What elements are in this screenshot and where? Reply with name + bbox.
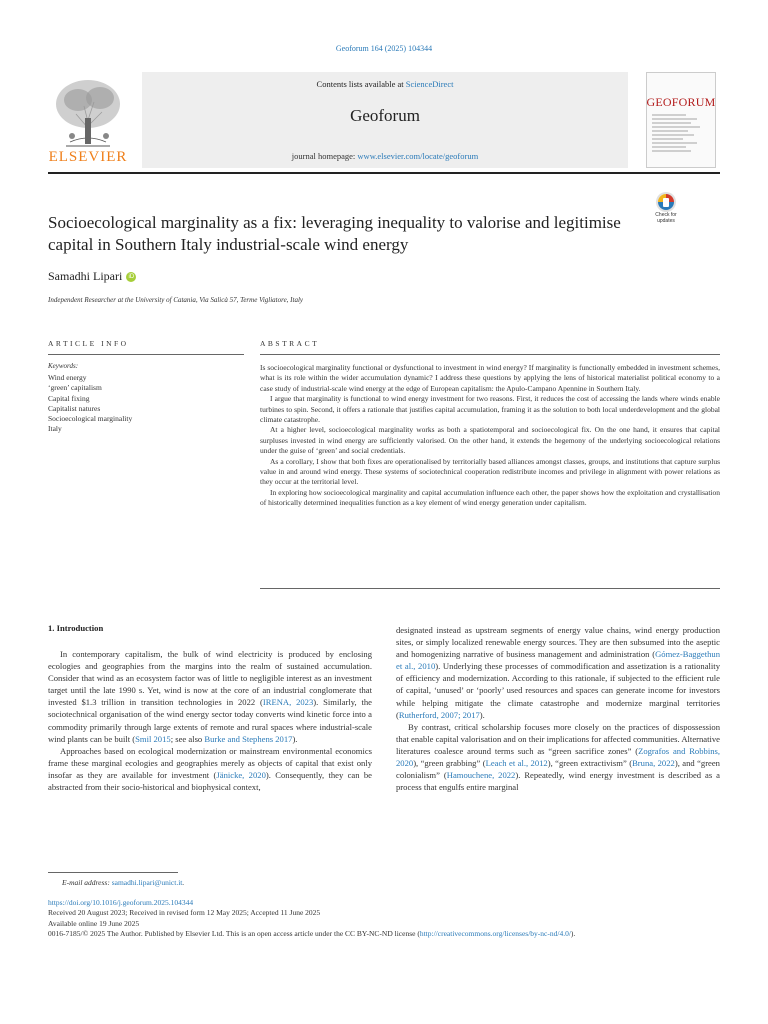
citation-link[interactable]: Zografos and Robbins, 2020 bbox=[396, 745, 720, 769]
intro-paragraph-2 bbox=[48, 745, 372, 793]
journal-name: Geoforum bbox=[350, 106, 420, 125]
text-span: designated instead as upstream segments of energy value chains, wind energy production sites, or simply localized renewable energy sources. They are then subsumed into the aseptic and homogenizing narrative of business management and administration ( bbox=[396, 625, 720, 660]
citation-link[interactable]: Leach et al., 2012 bbox=[485, 758, 548, 769]
abstract-paragraph: At a higher level, socioecological marginality works as both a spatiotemporal and socioecological fix. On the one hand, it ensures that capital surpluses invested in wind energy are sufficiently valorised. On the other hand, it extends the hegemony of the underlying socioecological relations under the guise of ‘green’ and social credentials. bbox=[260, 425, 720, 456]
doi-link[interactable]: https://doi.org/10.1016/j.geoforum.2025.104344 bbox=[48, 898, 194, 907]
text-span: ). Repeatedly, wind energy investment is described as a process that engulfs entire marginal bbox=[396, 770, 720, 793]
keyword-item: Wind energy bbox=[48, 373, 87, 382]
text-span: ; see also bbox=[170, 733, 205, 744]
keywords-label: Keywords: bbox=[48, 362, 79, 370]
abstract-paragraph: Is socioecological marginality functional or dysfunctional to investment in wind energy? If marginality is functionally embedded in investment schemes, what is its role within the wider accumulation dynamic? I address these questions by applying the lens of historical materialist political economy to a case study of industrial-scale wind energy at the edge of European capitalism: the Apulo-Campano Apennine in Southern Italy. bbox=[260, 363, 720, 393]
author-line bbox=[48, 269, 136, 284]
text-span: Approaches based on ecological modernization or mainstream environmental economics frame these marginal ecologies and geographies merely as objects of capital that exist only insofar as they are available for investment ( bbox=[48, 745, 372, 780]
abstract-paragraph: As a corollary, I show that both fixes are operationalised by territorially based alliances amongst classes, groups, and institutions that capture surplus value in and around wind energy. These systems of sociotechnical cooperation redistribute incomes and privilege in alignment with power relations as they occur at the territorial level. bbox=[260, 456, 720, 487]
cover-text-lines bbox=[652, 112, 708, 154]
orcid-icon[interactable]: iD bbox=[126, 272, 136, 282]
abstract-bottom-rule bbox=[260, 588, 720, 589]
homepage-prefix: journal homepage: bbox=[291, 151, 358, 161]
text-span: ), and “green colonialism” ( bbox=[396, 758, 720, 781]
article-title: Socioecological marginality as a fix: leveraging inequality to valorise and legitimise capital in Southern Italy industrial-scale wind energy bbox=[48, 213, 621, 254]
text-span: 0016-7185/© 2025 The Author. Published by Elsevier Ltd. This is an open access article under the CC BY-NC-ND license ( bbox=[48, 929, 420, 939]
check-line2: updates bbox=[657, 218, 675, 224]
journal-reference[interactable]: Geoforum 164 (2025) 104344 bbox=[335, 44, 433, 53]
cover-title: GEOFORUM bbox=[646, 95, 716, 109]
citation-link[interactable]: Jänicke, 2020 bbox=[216, 769, 266, 780]
text-span: By contrast, critical scholarship focuses more closely on the practices of dispossession that enable capital valorisation and on their implications for affected communities. Alternative literatures coalesce around terms such as “green sacrifice zones” ( bbox=[396, 721, 720, 756]
abstract-paragraph: In exploring how socioecological marginality and capital accumulation influence each other, the paper shows how the exploitation and crystallisation of historically determined inequalities function as a key element of wind energy generation under capitalism. bbox=[260, 487, 720, 508]
text-span: ). bbox=[292, 733, 298, 744]
keyword-item: Italy bbox=[48, 424, 62, 434]
citation-link[interactable]: Smil 2015 bbox=[135, 733, 171, 744]
section-heading-introduction: 1. Introduction bbox=[48, 623, 104, 633]
abstract-body bbox=[260, 363, 720, 509]
homepage-link[interactable]: www.elsevier.com/locate/geoforum bbox=[357, 151, 479, 161]
text-span: ). bbox=[479, 709, 485, 720]
abstract-label: ABSTRACT bbox=[260, 339, 320, 348]
abstract-paragraph: I argue that marginality is functional to wind energy investment for two reasons. First, it reduces the cost of accessing the lands where winds enable turbines to spin. Second, it offers a rationale that justifies capital accumulation, framing it as the solution to both local underdevelopment and the global climate catastrophe. bbox=[260, 394, 720, 425]
text-span: In contemporary capitalism, the bulk of wind electricity is produced by enclosing ecologies and geographies from the margins into the realm of sustained accumulation. Consider that wind as an ecosystem factor was of little to negligible interest as an investment target until the late 1990 s. Yet, wind is now at the core of an industrial conglomerate that invested $1.3 trillion in transition technologies in 2022 ( bbox=[48, 649, 372, 708]
sciencedirect-link[interactable]: ScienceDirect bbox=[405, 79, 454, 89]
keyword-item: Capital fixing bbox=[48, 393, 90, 403]
email-link[interactable]: samadhi.lipari@unict.it bbox=[111, 878, 183, 887]
received-dates: Received 20 August 2023; Received in revised form 12 May 2025; Accepted 11 June 2025 bbox=[48, 908, 321, 918]
citation-link[interactable]: Gómez-Baggethun et al., 2010 bbox=[396, 649, 720, 672]
journal-homepage-line bbox=[142, 151, 628, 161]
text-span: ). bbox=[570, 929, 576, 939]
text-span: ), “green grabbing” ( bbox=[413, 758, 486, 769]
footer-info bbox=[48, 898, 720, 940]
footnote-rule bbox=[48, 872, 178, 873]
keywords-list bbox=[48, 373, 132, 435]
license-statement bbox=[48, 929, 720, 939]
contents-prefix: Contents lists available at bbox=[316, 79, 406, 89]
article-info-label: ARTICLE INFO bbox=[48, 339, 129, 348]
keyword-item: Socioecological marginality bbox=[48, 414, 133, 424]
intro-paragraph-4 bbox=[396, 721, 720, 794]
available-online: Available online 19 June 2025 bbox=[48, 918, 140, 928]
license-link[interactable]: http://creativecommons.org/licenses/by-nc-nd/4.0/ bbox=[419, 929, 571, 939]
email-footnote bbox=[62, 878, 720, 888]
keyword-item: ‘green’ capitalism bbox=[48, 383, 102, 393]
email-label: E-mail address: bbox=[62, 878, 112, 887]
text-span: ). Similarly, the sociotechnical organisation of the wind energy sector today converts wind kinetic force into a commodity primarily through large extents of remote and rural spaces where industrial-scale wind plants can be built ( bbox=[48, 697, 372, 744]
left-column-text bbox=[48, 648, 372, 793]
keyword-item: Capitalist natures bbox=[48, 403, 101, 413]
abstract-rule bbox=[260, 354, 720, 355]
citation-link[interactable]: Hamouchene, 2022 bbox=[446, 770, 516, 781]
citation-link[interactable]: Bruna, 2022 bbox=[632, 758, 675, 769]
intro-paragraph-3 bbox=[396, 624, 720, 721]
author-affiliation: Independent Researcher at the University of Catania, Via Salicà 57, Terme Vigliatore, Italy bbox=[48, 296, 303, 304]
header-rule bbox=[48, 172, 720, 174]
citation-link[interactable]: Rutherford, 2007; 2017 bbox=[398, 709, 480, 720]
text-span: ), “green extractivism” ( bbox=[547, 758, 633, 769]
text-span: ). Consequently, they can be abstracted from their socio-historical and biophysical context, bbox=[48, 769, 372, 793]
text-span: ). Underlying these processes of commodification and assetization is a rationality of efficiency and modernization. According to this rationale, if subjected to the efficient rule of capital, ‘unused’ or ‘poorly’ used resources and spaces can generate income for investors while helping mitigate the climate catastrophe and modernize marginal territories ( bbox=[396, 661, 720, 720]
citation-link[interactable]: IRENA, 2023 bbox=[262, 697, 314, 708]
intro-paragraph-1 bbox=[48, 648, 372, 745]
article-info-rule bbox=[48, 354, 244, 355]
citation-link[interactable]: Burke and Stephens 2017 bbox=[204, 733, 293, 744]
text-span: . bbox=[182, 878, 185, 887]
elsevier-wordmark: ELSEVIER bbox=[48, 149, 128, 165]
check-for-updates-label bbox=[648, 212, 684, 224]
author-name[interactable]: Samadhi Lipari bbox=[48, 269, 123, 283]
check-line1: Check for bbox=[655, 212, 677, 218]
contents-line bbox=[142, 79, 628, 89]
right-column-text bbox=[396, 624, 720, 793]
